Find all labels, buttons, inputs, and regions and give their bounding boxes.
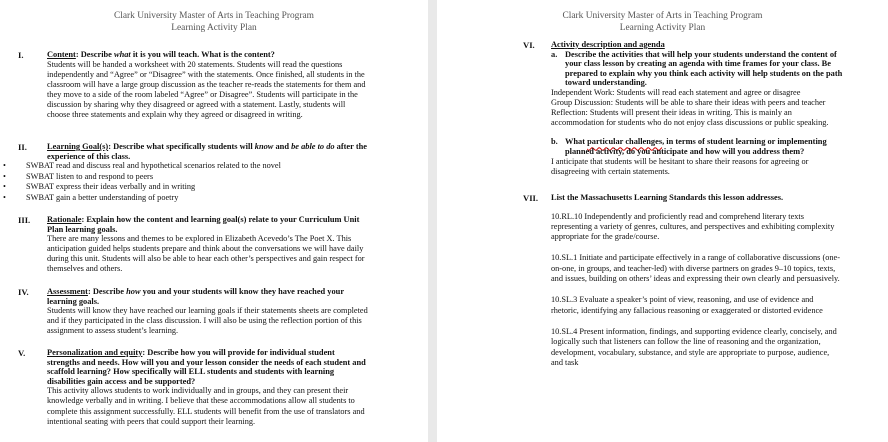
standard-item: 10.RL.10 Independently and proficiently read and comprehend literary texts representing a variety of genres, cultures, and perspectives and exhibiting complexity appropriate for the grade/course. — [551, 211, 835, 242]
agenda-line: Group Discussion: Students will be able to share their ideas with peers and teacher — [551, 98, 826, 108]
page-right — [437, 0, 888, 442]
section-body: This activity allows students to work individually and in groups, and they can present their knowledge verbally and in writing. I believe that these accommodations allow all students to complete this assignment successfully. ELL students will benefit from the use of translators and intentional seating with peers that could support their learning. — [47, 386, 365, 426]
section-label: Rationale — [47, 215, 82, 224]
section-label: Learning Goal(s) — [47, 142, 109, 151]
list-item: • SWBAT listen to and respond to peers — [0, 172, 368, 183]
section-label: Personalization and equity — [47, 348, 143, 357]
section-prompt: Content: Describe what it is you will teach. What is the content? — [47, 50, 275, 59]
section-number: II. — [18, 142, 27, 152]
section-label: Content — [47, 50, 76, 59]
page-header — [0, 11, 428, 34]
section-body: There are many lessons and themes to be explored in Elizabeth Acevedo’s The Poet X. This anticipation guided helps students prepare and think about the conversations we will have daily during this unit. Students will also be able to hear each other’s perspectives and gain respect for themselves and others. — [47, 234, 365, 274]
list-item: • SWBAT read and discuss real and hypothetical scenarios related to the novel — [0, 161, 368, 172]
page-header — [437, 11, 888, 34]
section-prompt: Assessment: Describe how you and your students will know they have reached your learning goals. — [47, 287, 344, 306]
section-label: Activity description and agenda — [551, 40, 665, 49]
section-prompt: Rationale: Explain how the content and learning goal(s) relate to your Curriculum Unit Plan learning goals. — [47, 215, 360, 234]
section-number: III. — [18, 215, 31, 225]
section-number: VI. — [523, 40, 535, 50]
section-prompt: Personalization and equity: Describe how you will provide for individual student strengths and needs. How will you and your lesson consider the needs of each student and scaffold learning? How specifically will ELL students and students with learning disabilities gain access and be supported? — [47, 348, 366, 386]
page-left — [0, 0, 428, 442]
section-body: I anticipate that students will be hesitant to share their reasons for agreeing or disagreeing with certain statements. — [551, 156, 809, 176]
section-number: IV. — [18, 287, 29, 297]
standard-item: 10.SL.1 Initiate and participate effectively in a range of collaborative discussions (one-on-one, in groups, and teacher-led) with diverse partners on grades 9–10 topics, texts, and issues, building on others’ ideas and expressing their own clearly and persuasively. — [551, 253, 840, 284]
standard-item: 10.SL.4 Present information, findings, and supporting evidence clearly, concisely, and logically such that listeners can follow the line of reasoning and the organization, development, vocabulary, substance, and style are appropriate to purpose, audience, and task — [551, 326, 837, 367]
section-prompt: List the Massachusetts Learning Standards this lesson addresses. — [551, 193, 784, 202]
section-number: VII. — [523, 193, 539, 203]
section-learning-goals — [18, 142, 368, 203]
agenda-line: Reflection: Students will present their ideas in writing. This is mainly an accommodation for students who do not enjoy class discussions or public speaking. — [551, 108, 829, 128]
section-rationale — [18, 215, 368, 275]
section-personalization — [18, 348, 368, 427]
section-body: Students will be handed a worksheet with 20 statements. Students will read the questions independently and “Agree” or “Disagree” with the statements. Once finished, all students in the classroom will have a large group discussion as the teacher re-reads the statements for them and they move to a side of the room labeled “Agree” or Disagree”. Students will participate in the discussion by sharing why they disagreed or agreed with a statement. Lastly, students will choose three statements and explain why they agreed or disagreed in writing. — [47, 59, 366, 120]
agenda-line: Independent Work: Students will read each statement and agree or disagree — [551, 87, 801, 97]
header-line1: Clark University Master of Arts in Teaching Program — [562, 11, 763, 21]
header-line1: Clark University Master of Arts in Teaching Program — [114, 11, 314, 21]
list-item: • SWBAT gain a better understanding of poetry — [0, 193, 368, 204]
subsection-letter: a. — [551, 49, 558, 59]
section-prompt: Learning Goal(s): Describe what specifically students will know and be able to do after the experience of this class. — [47, 142, 367, 161]
goals-list — [0, 161, 368, 203]
section-assessment — [18, 287, 368, 336]
section-activity — [523, 40, 843, 177]
section-standards — [523, 193, 843, 379]
header-line2: Learning Activity Plan — [619, 22, 706, 33]
header-line2: Learning Activity Plan — [171, 22, 257, 33]
list-item: • SWBAT express their ideas verbally and in writing — [0, 182, 368, 193]
section-content — [18, 50, 368, 120]
standard-item: 10.SL.3 Evaluate a speaker’s point of view, reasoning, and use of evidence and rhetoric, identifying any fallacious reasoning or exaggerated or distorted evidence — [551, 295, 823, 315]
section-label: Assessment — [47, 287, 88, 296]
subsection-prompt: What particular challenges, in terms of student learning or implementing planned activity, do you anticipate and how will you address them? — [565, 137, 827, 156]
subsection-prompt: Describe the activities that will help your students understand the content of your class lesson by creating an agenda with time frames for your class. Be prepared to explain why you think each activity will help students on the path toward understanding. — [565, 49, 843, 88]
section-number: I. — [18, 50, 24, 60]
section-body: Students will know they have reached our learning goals if their statements sheets are completed and if they participated in the class discussion. I will also be using the reflection portion of this assignment to assess student’s learning. — [47, 306, 368, 336]
subsection-letter: b. — [551, 137, 558, 147]
section-number: V. — [18, 348, 26, 358]
